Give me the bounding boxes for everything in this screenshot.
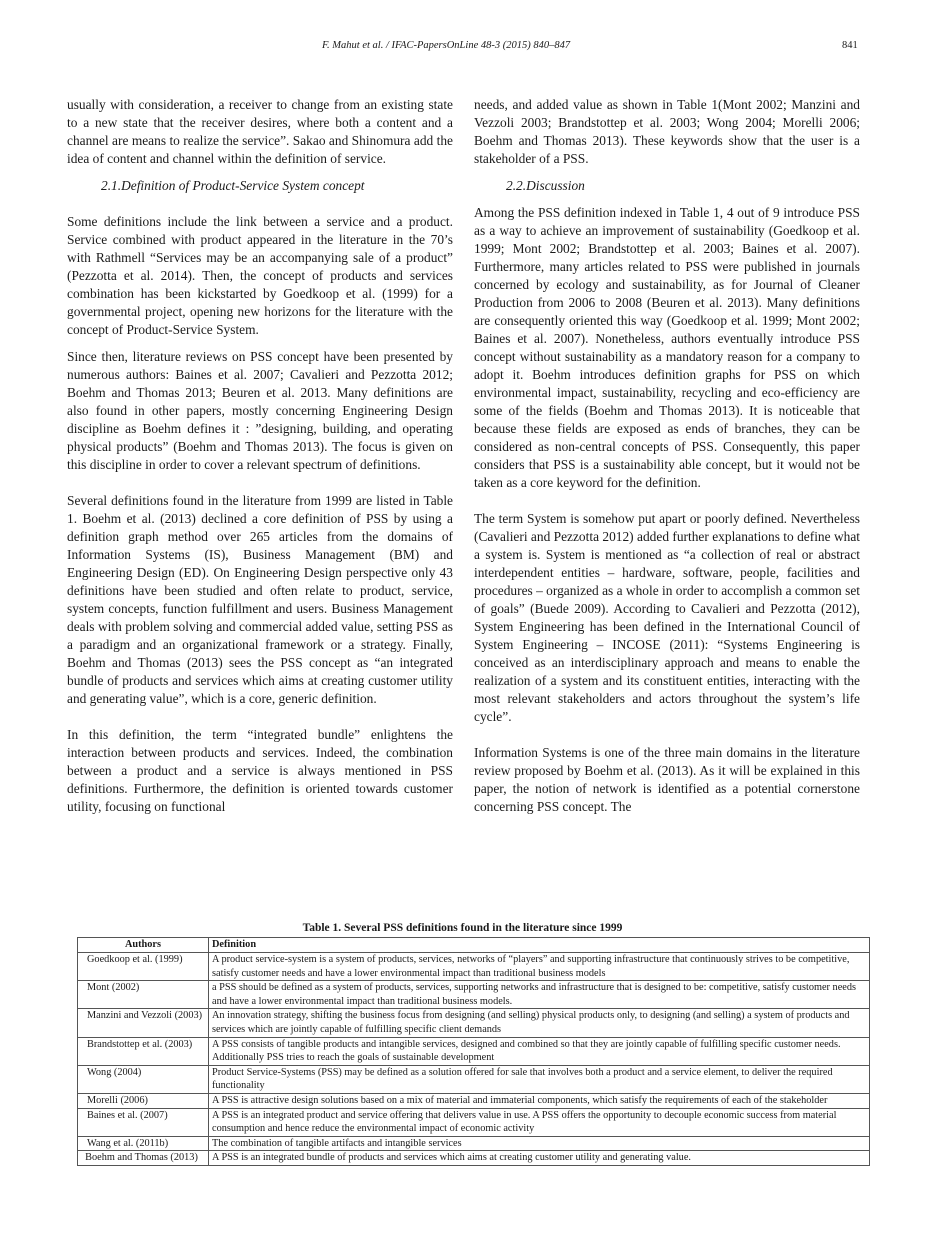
- definition-cell: A PSS is an integrated bundle of products and services which aims at creating customer utility and generating value.: [209, 1151, 870, 1166]
- definition-cell: The combination of tangible artifacts and intangible services: [209, 1136, 870, 1151]
- table-row: [78, 1009, 870, 1037]
- author-cell: Manzini and Vezzoli (2003): [78, 1009, 209, 1037]
- paragraph-intro: usually with consideration, a receiver to change from an existing state to a new state that the receiver desires, where both a content and a channel are means to realize the service”. Sakao and Shinomura add the idea of content and channel within the definition of service.: [67, 97, 453, 166]
- author-cell: Wang et al. (2011b): [78, 1136, 209, 1151]
- running-header: [0, 40, 925, 56]
- definition-cell: A PSS is an integrated product and service offering that delivers value in use. A PSS offers the opportunity to decouple economic success from material consumption and hence reduce the environmental impact of economic activity: [209, 1108, 870, 1136]
- column-header-authors: Authors: [78, 938, 209, 953]
- definition-cell: A product service-system is a system of products, services, networks of “players” and supporting infrastructure that continuously strives to be competitive, satisfy customer needs and have a lower environmental impact than traditional business models: [209, 953, 870, 981]
- definition-cell: A PSS consists of tangible products and intangible services, designed and combined so that they are jointly capable of fulfilling specific customer needs. Additionally PSS tries to reach the goals of sustainable development: [209, 1037, 870, 1065]
- paragraph: The term System is somehow put apart or poorly defined. Nevertheless (Cavalieri and Pezzotta 2012) added further explanations to define what a system is. System is mentioned as “a collection of real or abstract interdependent entities – hardware, software, people, facilities and procedures – organized as a whole in order to accomplish a common set of goals” (Buede 2009). According to Cavalieri and Pezzotta (2012), System Engineering has been defined in the International Council of System Engineering – INCOSE (2011): “Systems Engineering is conceived as an interdisciplinary approach and means to enable the realization of a system and its constituent entities, interacting with the most relevant stakeholders and actors throughout the system’s life cycle”.: [474, 511, 860, 724]
- paragraph: Information Systems is one of the three main domains in the literature review proposed by Boehm et al. (2013). As it will be explained in this paper, the notion of network is identified as a potential cornerstone concerning PSS concept. The: [474, 745, 860, 814]
- definition-cell: A PSS is attractive design solutions based on a mix of material and immaterial components, which satisfy the requirements of each of the stakeholder: [209, 1093, 870, 1108]
- table-row: [78, 981, 870, 1009]
- paragraph: needs, and added value as shown in Table 1(Mont 2002; Manzini and Vezzoli 2003; Brandstottep et al. 2003; Wong 2004; Morelli 2006; Boehm and Thomas 2013). These keywords show that the user is a stakeholder of a PSS.: [474, 97, 860, 166]
- table-caption: Table 1. Several PSS definitions found in the literature since 1999: [302, 922, 623, 934]
- author-cell: Goedkoop et al. (1999): [78, 953, 209, 981]
- definitions-table: [77, 937, 870, 1166]
- author-cell: Baines et al. (2007): [78, 1108, 209, 1136]
- table-row: [78, 953, 870, 981]
- section-heading-2-1: 2.1.Definition of Product-Service System concept: [101, 178, 365, 193]
- table-row: [78, 1037, 870, 1065]
- paragraph: Since then, literature reviews on PSS concept have been presented by numerous authors: Baines et al. 2007; Cavalieri and Pezzotta 2012; Boehm and Thomas 2013; Beuren et al. 2013. Many definitions are also found in other papers, mostly concerning Engineering Design discipline as Boehm defines it : ”designing, building, and operating physical products” (Boehm and Thomas 2013). The focus is given on this discipline in order to cover a relevant spectrum of definitions.: [67, 349, 453, 472]
- author-cell: Boehm and Thomas (2013): [78, 1151, 209, 1166]
- table-row: [78, 1151, 870, 1166]
- table-row: [78, 1136, 870, 1151]
- page-number: 841: [842, 40, 858, 51]
- definition-cell: An innovation strategy, shifting the business focus from designing (and selling) physical products only, to designing (and selling) a system of products and services which are jointly capable of fulfilling specific client demands: [209, 1009, 870, 1037]
- left-column: [67, 96, 453, 816]
- paragraph: Several definitions found in the literature from 1999 are listed in Table 1. Boehm et al. (2013) declined a core definition of PSS by using a definition graph method over 265 articles from the domains of Information Systems (IS), Business Management (BM) and Engineering Design (ED). On Engineering Design perspective only 43 definitions have been studied and often relate to product, service, system concepts, function fulfillment and users. Business Management deals with problem solving and commercial added value, setting PSS as a paradigm and an organizational framework or a strategy. Finally, Boehm and Thomas (2013) sees the PSS concept as “an integrated bundle of products and services which aims at creating customer utility and generating value”, which is a core, generic definition.: [67, 493, 453, 706]
- author-cell: Mont (2002): [78, 981, 209, 1009]
- table-header-row: [78, 938, 870, 953]
- table-row: [78, 1108, 870, 1136]
- right-column: [474, 96, 860, 816]
- definition-cell: Product Service-Systems (PSS) may be defined as a solution offered for sale that involves both a product and a service element, to deliver the required functionality: [209, 1065, 870, 1093]
- table-row: [78, 1065, 870, 1093]
- author-cell: Morelli (2006): [78, 1093, 209, 1108]
- author-cell: Wong (2004): [78, 1065, 209, 1093]
- journal-citation: F. Mahut et al. / IFAC-PapersOnLine 48-3 (2015) 840–847: [322, 40, 571, 51]
- paragraph: In this definition, the term “integrated bundle” enlightens the interaction between products and services. Indeed, the combination between a product and a service is always mentioned in PSS definitions. Furthermore, the definition is oriented towards customer utility, focusing on functional: [67, 727, 453, 814]
- paragraph: Some definitions include the link between a service and a product. Service combined with product appeared in the literature in the 70’s with Rathmell “Services may be an accompanying sale of a product” (Pezzotta et al. 2014). Then, the concept of products and services combination has been kickstarted by Goedkoop et al. (1999) for a governmental project, opening new horizons for the literature with the concept of Product-Service System.: [67, 214, 453, 337]
- column-header-definition: Definition: [209, 938, 870, 953]
- paragraph: Among the PSS definition indexed in Table 1, 4 out of 9 introduce PSS as a way to achieve an improvement of sustainability (Goedkoop et al. 1999; Mont 2002; Brandstottep et al. 2003; Baines et al. 2007). Furthermore, many articles related to PSS were published in journals concerned by ecology and sustainability, as for Journal of Cleaner Production from 2006 to 2008 (Beuren et al. 2013). Many definitions are consequently oriented this way (Goedkoop et al. 1999; Mont 2002; Baines et al. 2007). Nonetheless, authors eventually introduce PSS concept without sustainability as a mandatory reason for a company to adopt it. Boehm introduces definition graphs for PSS on which environmental impact, sustainability, recycling and eco-efficiency are some of the fields (Boehm and Thomas 2013). It is noticeable that because these fields are exposed as ends of branches, they can be considered as non-central concepts of PSS. Consequently, this paper considers that PSS is a sustainability able concept, but it would not be taken as a core keyword for the definition.: [474, 205, 860, 490]
- definition-cell: a PSS should be defined as a system of products, services, supporting networks and infrastructure that is designed to be: competitive, satisfy customer needs and have a lower environmental impact than traditional business models.: [209, 981, 870, 1009]
- table-row: [78, 1093, 870, 1108]
- section-heading-2-2: 2.2.Discussion: [506, 178, 585, 193]
- author-cell: Brandstottep et al. (2003): [78, 1037, 209, 1065]
